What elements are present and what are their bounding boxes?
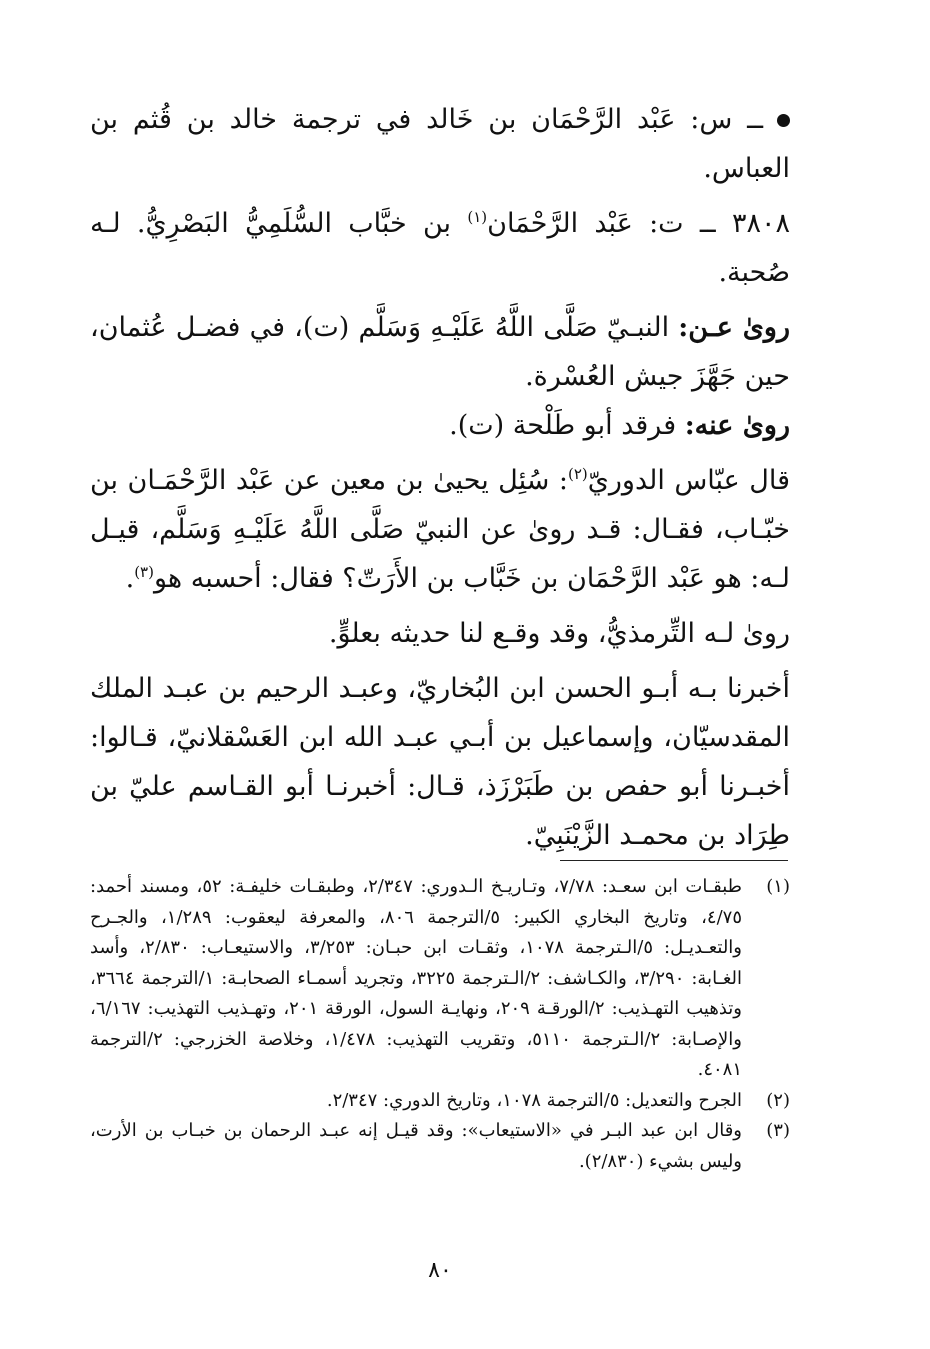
cross-reference-text: ــ س: عَبْد الرَّحْمَان بن خَالد في ترجمة خالد بن قُثم بن العباس.: [90, 104, 790, 184]
chain-paragraph: أخبرنا بـه أبـو الحسن ابن البُخاريّ، وعبـد الرحيم بن عبـد الملك المقدسيّان، وإسماعيل بن أبـي عبـد الله ابن العَسْقلانيّ، قـالوا: أخبـرنا أبو حفص بن طَبَرْزَذ، قـال: أخبرنـا أبو القـاسم عليّ بن طِرَاد بن محمـد الزَّيْنَبِيّ.: [90, 673, 790, 851]
entry-name-tail: بن خبَّاب السُّلَمِيُّ البَصْرِيُّ. لـه صُحبة.: [90, 208, 790, 288]
quote-body: : سُئِل يحيىٰ بن معين عن عَبْد الرَّحْمَـان بن خبّـاب، فقـال: قـد روىٰ عن النبيّ صَلَّى اللَّهُ عَلَيْـهِ وَسَلَّم، قيـل لـه: هو عَبْد الرَّحْمَان بن خَبَّاب بن الأَرَتّ؟ فقال: أحسبه هو: [90, 465, 790, 594]
footnotes: [90, 872, 790, 1177]
footnote-1: [90, 872, 790, 1086]
footnote-number: (٣): [766, 1120, 790, 1141]
cross-reference-line: [90, 95, 790, 193]
footnote-ref-2: (٢): [567, 465, 588, 483]
quote-paragraph: [90, 456, 790, 603]
entry-heading: [90, 199, 790, 297]
footnote-text: طبقـات ابن سعـد: ٧/٧٨، وتـاريـخ الـدوري: ٢/٣٤٧، وطبقـات خليفـة: ٥٢، ومسند أحمد: ٤/٧٥، وتاريخ البخاري الكبير: ٥/الترجمة ٨٠٦، والمعرفة ليعقوب: ١/٢٨٩، والجـرح والتعـديـل: ٥/الـترجمة ١٠٧٨، وثقـات ابن حبـان: ٣/٢٥٣، والاستيعـاب: ٢/٨٣٠، وأسد الغـابة: ٣/٢٩٠، والكـاشف: ٢/الـترجمة ٣٢٢٥، وتجريد أسمـاء الصحابـة: ١/الترجمة ٣٦٦٤، وتذهيب التهـذيب: ٢/الورقـة ٢٠٩، ونهايـة السول، الورقة ٢٠١، وتهـذيب التهذيب: ٦/١٦٧، والإصـابة: ٢/الـترجمة ٥١١٠، وتقريب التهذيب: ١/٤٧٨، وخلاصة الخزرجي: ٢/الترجمة ٤٠٨١.: [90, 876, 743, 1080]
footnote-number: (٢): [766, 1089, 790, 1111]
footnote-ref-1: (١): [467, 208, 488, 226]
footnote-number: (١): [766, 876, 790, 897]
footnote-text: وقال ابن عبد البـر في «الاستيعاب»: وقد قيـل إنه عبـد الرحمان بن خبـاب بن الأرت، وليس بشيء (٢/٨٣٠).: [90, 1120, 742, 1172]
page-number: ٨٠: [428, 1258, 452, 1283]
footnote-ref-3: (٣): [134, 563, 154, 581]
footnote-3: [90, 1116, 790, 1177]
tirmidhi-paragraph: روىٰ لـه التِّرمذيُّ، وقد وقـع لنا حديثه بعلوٍّ.: [328, 618, 790, 649]
narrated-from-label: روىٰ عـن:: [678, 312, 790, 343]
footnote-text: الجرح والتعديل: ٥/الترجمة ١٠٧٨، وتاريخ الدوري: ٢/٣٤٧.: [326, 1089, 742, 1111]
quote-intro: قال عبّاس الدوريّ: [587, 465, 790, 496]
narrated-by-text: فرقد أبو طَلْحة (ت).: [449, 410, 685, 441]
footnote-2: [90, 1086, 790, 1117]
entry-number-name: ٣٨٠٨ ــ ت: عَبْد الرَّحْمَان: [487, 208, 790, 239]
narrated-from: [90, 303, 790, 450]
narrated-from-text: النبـيّ صَلَّى اللَّهُ عَلَيْـهِ وَسَلَّم (ت)، في فضـل عُثمان، حين جَهَّزَ جيش العُسْرة.: [90, 312, 790, 392]
narrated-by-label: روىٰ عنه:: [684, 410, 790, 441]
quote-end: .: [125, 563, 135, 594]
bullet-icon: [777, 114, 790, 127]
main-text: [90, 95, 790, 866]
footnote-divider: [560, 860, 788, 861]
